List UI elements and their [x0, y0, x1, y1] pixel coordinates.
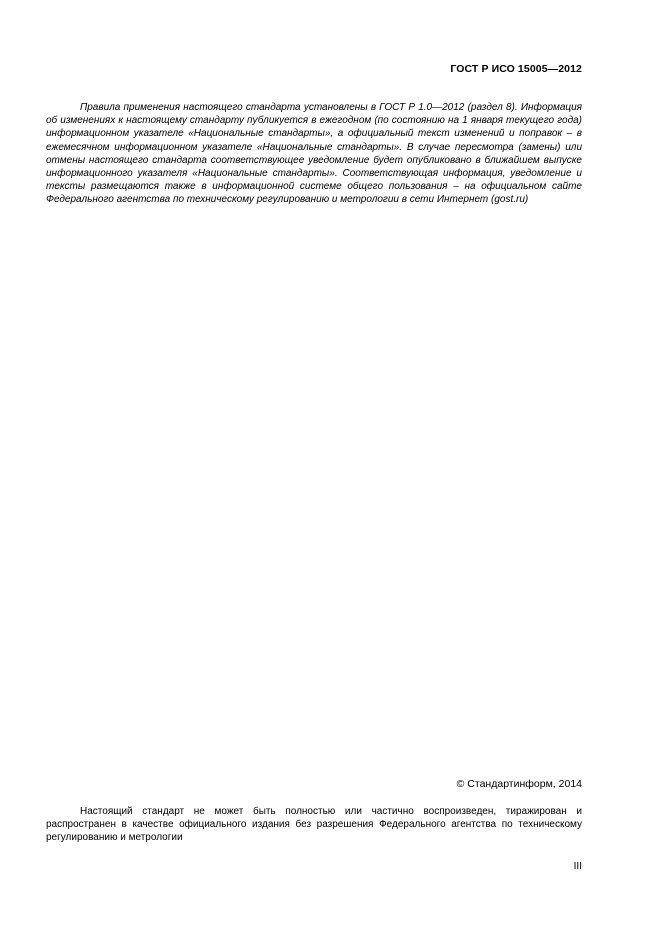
reproduction-rights-notice: Настоящий стандарт не может быть полностью или частично воспроизведен, тиражирован и распространен в качестве официального издания без разрешения Федерального агентства по техническому регулированию и метрологии [46, 806, 582, 844]
standard-application-notice: Правила применения настоящего стандарта установлены в ГОСТ Р 1.0—2012 (раздел 8). Информация об изменениях к настоящему стандарту публикуется в ежегодном (по состоянию на 1 января текущего года) информационном указателе «Национальные стандарты», а официальный текст изменений и поправок – в ежемесячном информационном указателе «Национальные стандарты». В случае пересмотра (замены) или отмены настоящего стандарта соответствующее уведомление будет опубликовано в ближайшем выпуске информационного указателя «Национальные стандарты». Соответствующая информация, уведомление и тексты размещаются также в информационной системе общего пользования – на официальном сайте Федерального агентства по техническому регулированию и метрологии в сети Интернет (gost.ru) [46, 102, 582, 206]
page-number: III [573, 861, 582, 872]
standard-code-header: ГОСТ Р ИСО 15005—2012 [450, 63, 582, 75]
copyright-line: © Стандартинформ, 2014 [456, 778, 582, 790]
